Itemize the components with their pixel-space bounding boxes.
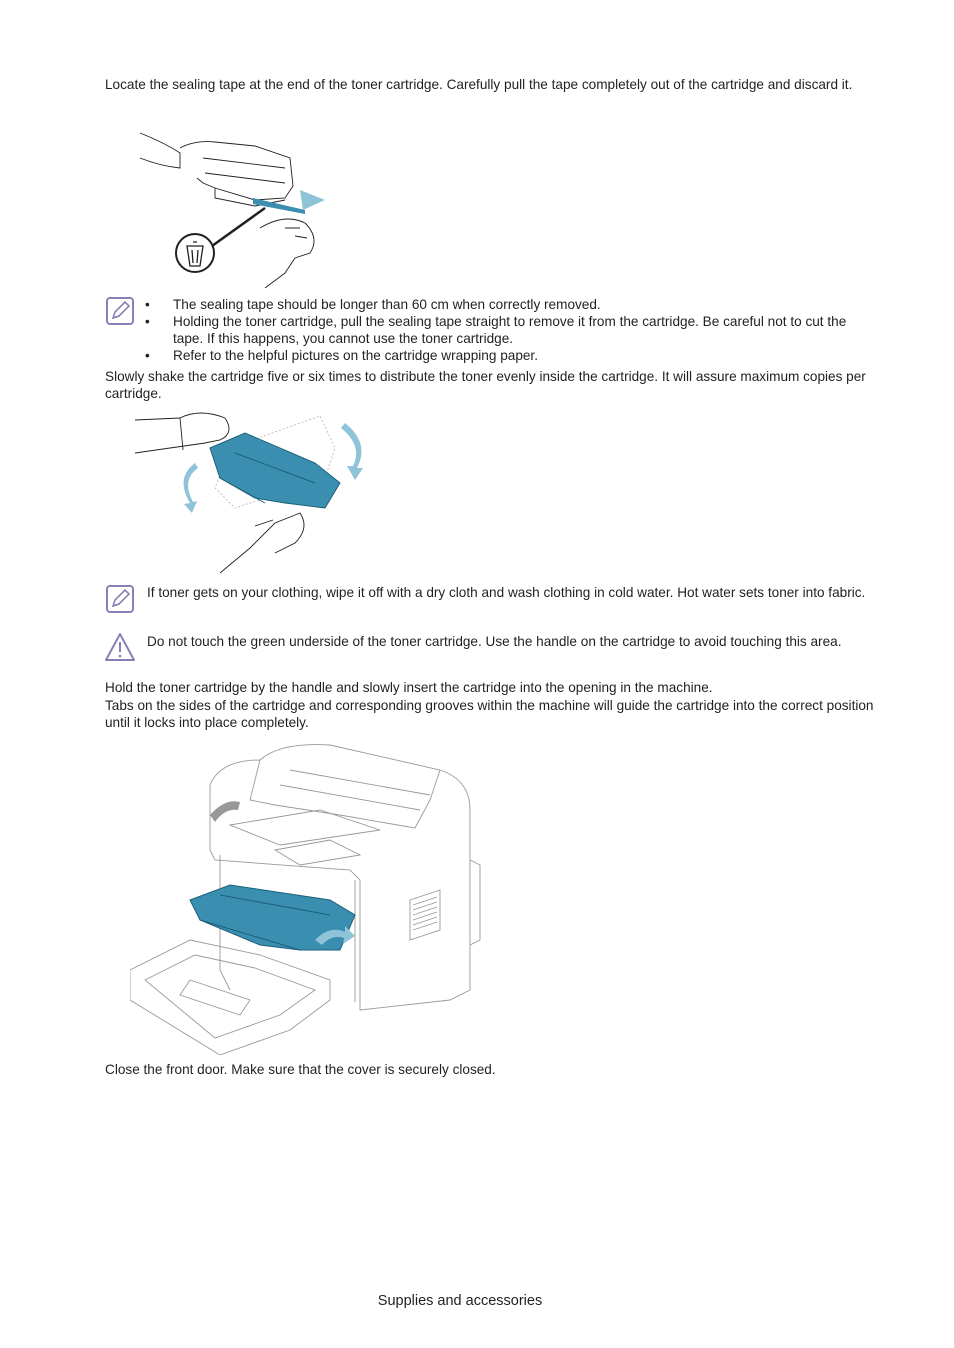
note-bullet-list	[145, 296, 877, 364]
note-pencil-icon	[105, 296, 135, 326]
step-remove-tape-text: Locate the sealing tape at the end of the toner cartridge. Carefully pull the tape completely out of the cartridge and discard it.	[105, 77, 853, 92]
step-close-door-text: Close the front door. Make sure that the cover is securely closed.	[105, 1062, 496, 1077]
list-item: • The sealing tape should be longer than 60 cm when correctly removed.	[145, 296, 877, 313]
sealing-tape-illustration	[135, 128, 335, 288]
step-insert-line2: Tabs on the sides of the cartridge and corresponding grooves within the machine will guide the cartridge into the correct position until it locks into place completely.	[105, 698, 874, 730]
list-item: • Holding the toner cartridge, pull the sealing tape straight to remove it from the cartridge. Be careful not to cut the tape. If this happens, you cannot use the toner cartridge.	[145, 313, 877, 347]
shake-cartridge-illustration	[135, 408, 375, 578]
warning-triangle-icon	[104, 632, 136, 662]
note-clothing-text: If toner gets on your clothing, wipe it off with a dry cloth and wash clothing in cold water. Hot water sets toner into fabric.	[147, 585, 866, 600]
list-item: • Refer to the helpful pictures on the cartridge wrapping paper.	[145, 347, 877, 364]
caution-text: Do not touch the green underside of the toner cartridge. Use the handle on the cartridge to avoid touching this area.	[147, 634, 842, 649]
insert-cartridge-illustration	[130, 740, 485, 1055]
step-insert-line1: Hold the toner cartridge by the handle and slowly insert the cartridge into the opening in the machine.	[105, 680, 713, 695]
note-pencil-icon	[105, 584, 135, 614]
step-shake-text: Slowly shake the cartridge five or six times to distribute the toner evenly inside the cartridge. It will assure maximum copies per cartridge.	[105, 369, 866, 401]
page-footer: Supplies and accessories	[377, 1293, 543, 1309]
